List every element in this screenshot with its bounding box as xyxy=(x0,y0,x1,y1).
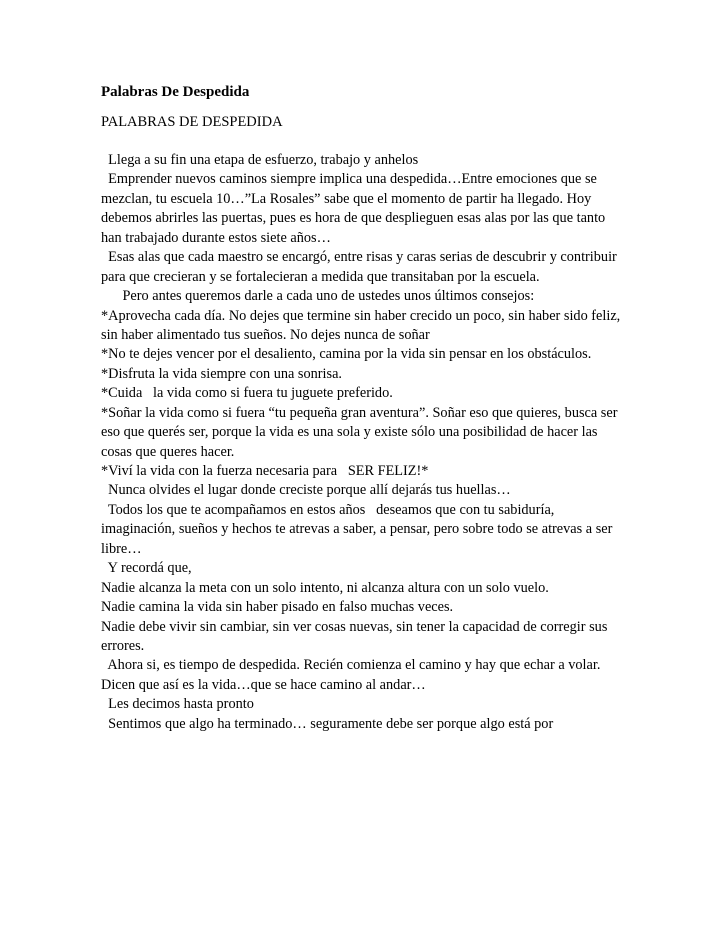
body-line: *Disfruta la vida siempre con una sonrisa. xyxy=(101,365,342,382)
body-line: debemos abrirles las puertas, pues es hora de que desplieguen esas alas por las que tanto xyxy=(101,210,606,227)
body-line: sin haber alimentado tus sueños. No dejes nunca de soñar xyxy=(101,326,430,343)
document-title: Palabras De Despedida xyxy=(101,84,250,100)
body-line: eso que querés ser, porque la vida es una sola y existe sólo una posibilidad de hacer las xyxy=(101,424,598,441)
body-line: Nadie camina la vida sin haber pisado en falso muchas veces. xyxy=(101,599,454,616)
document-subtitle: PALABRAS DE DESPEDIDA xyxy=(101,114,283,130)
body-line: Les decimos hasta pronto xyxy=(101,696,254,713)
body-line: han trabajado durante estos siete años… xyxy=(101,229,331,246)
body-line: *Aprovecha cada día. No dejes que termine sin haber crecido un poco, sin haber sido feliz, xyxy=(101,307,621,324)
body-line: Nadie alcanza la meta con un solo intento, ni alcanza altura con un solo vuelo. xyxy=(101,579,549,596)
body-line: cosas que queres hacer. xyxy=(101,443,235,460)
body-line: *No te dejes vencer por el desaliento, camina por la vida sin pensar en los obstáculos. xyxy=(101,346,592,363)
body-line: para que crecieran y se fortalecieran a medida que transitaban por la escuela. xyxy=(101,268,540,285)
body-line: *Cuida la vida como si fuera tu juguete preferido. xyxy=(101,385,393,402)
body-line: Emprender nuevos caminos siempre implica una despedida…Entre emociones que se xyxy=(101,171,597,188)
body-line: errores. xyxy=(101,637,145,654)
body-line: Nadie debe vivir sin cambiar, sin ver cosas nuevas, sin tener la capacidad de corregir sus xyxy=(101,618,608,635)
document-page xyxy=(101,82,641,734)
body-line: Dicen que así es la vida…que se hace camino al andar… xyxy=(101,676,426,693)
body-line: Pero antes queremos darle a cada uno de ustedes unos últimos consejos: xyxy=(101,288,535,305)
body-line: *Viví la vida con la fuerza necesaria para SER FELIZ!* xyxy=(101,463,429,479)
body-line: Sentimos que algo ha terminado… seguramente debe ser porque algo está por xyxy=(101,715,554,732)
body-line: libre… xyxy=(101,540,142,557)
body-line: Llega a su fin una etapa de esfuerzo, trabajo y anhelos xyxy=(101,152,419,168)
body-line: *Soñar la vida como si fuera “tu pequeña gran aventura”. Soñar eso que quieres, busca ser xyxy=(101,404,618,421)
body-line: Todos los que te acompañamos en estos años deseamos que con tu sabiduría, xyxy=(101,501,555,518)
body-line: Ahora si, es tiempo de despedida. Recién comienza el camino y hay que echar a volar. xyxy=(101,657,601,674)
body-line: Esas alas que cada maestro se encargó, entre risas y caras serias de descubrir y contribuir xyxy=(101,249,617,266)
body-line: mezclan, tu escuela 10…”La Rosales” sabe que el momento de partir ha llegado. Hoy xyxy=(101,190,592,207)
document-body xyxy=(101,151,641,734)
body-line: Y recordá que, xyxy=(101,560,192,577)
body-line: imaginación, sueños y hechos te atrevas a saber, a pensar, pero sobre todo se atrevas a ser xyxy=(101,521,613,538)
body-line: Nunca olvides el lugar donde creciste porque allí dejarás tus huellas… xyxy=(101,482,511,499)
